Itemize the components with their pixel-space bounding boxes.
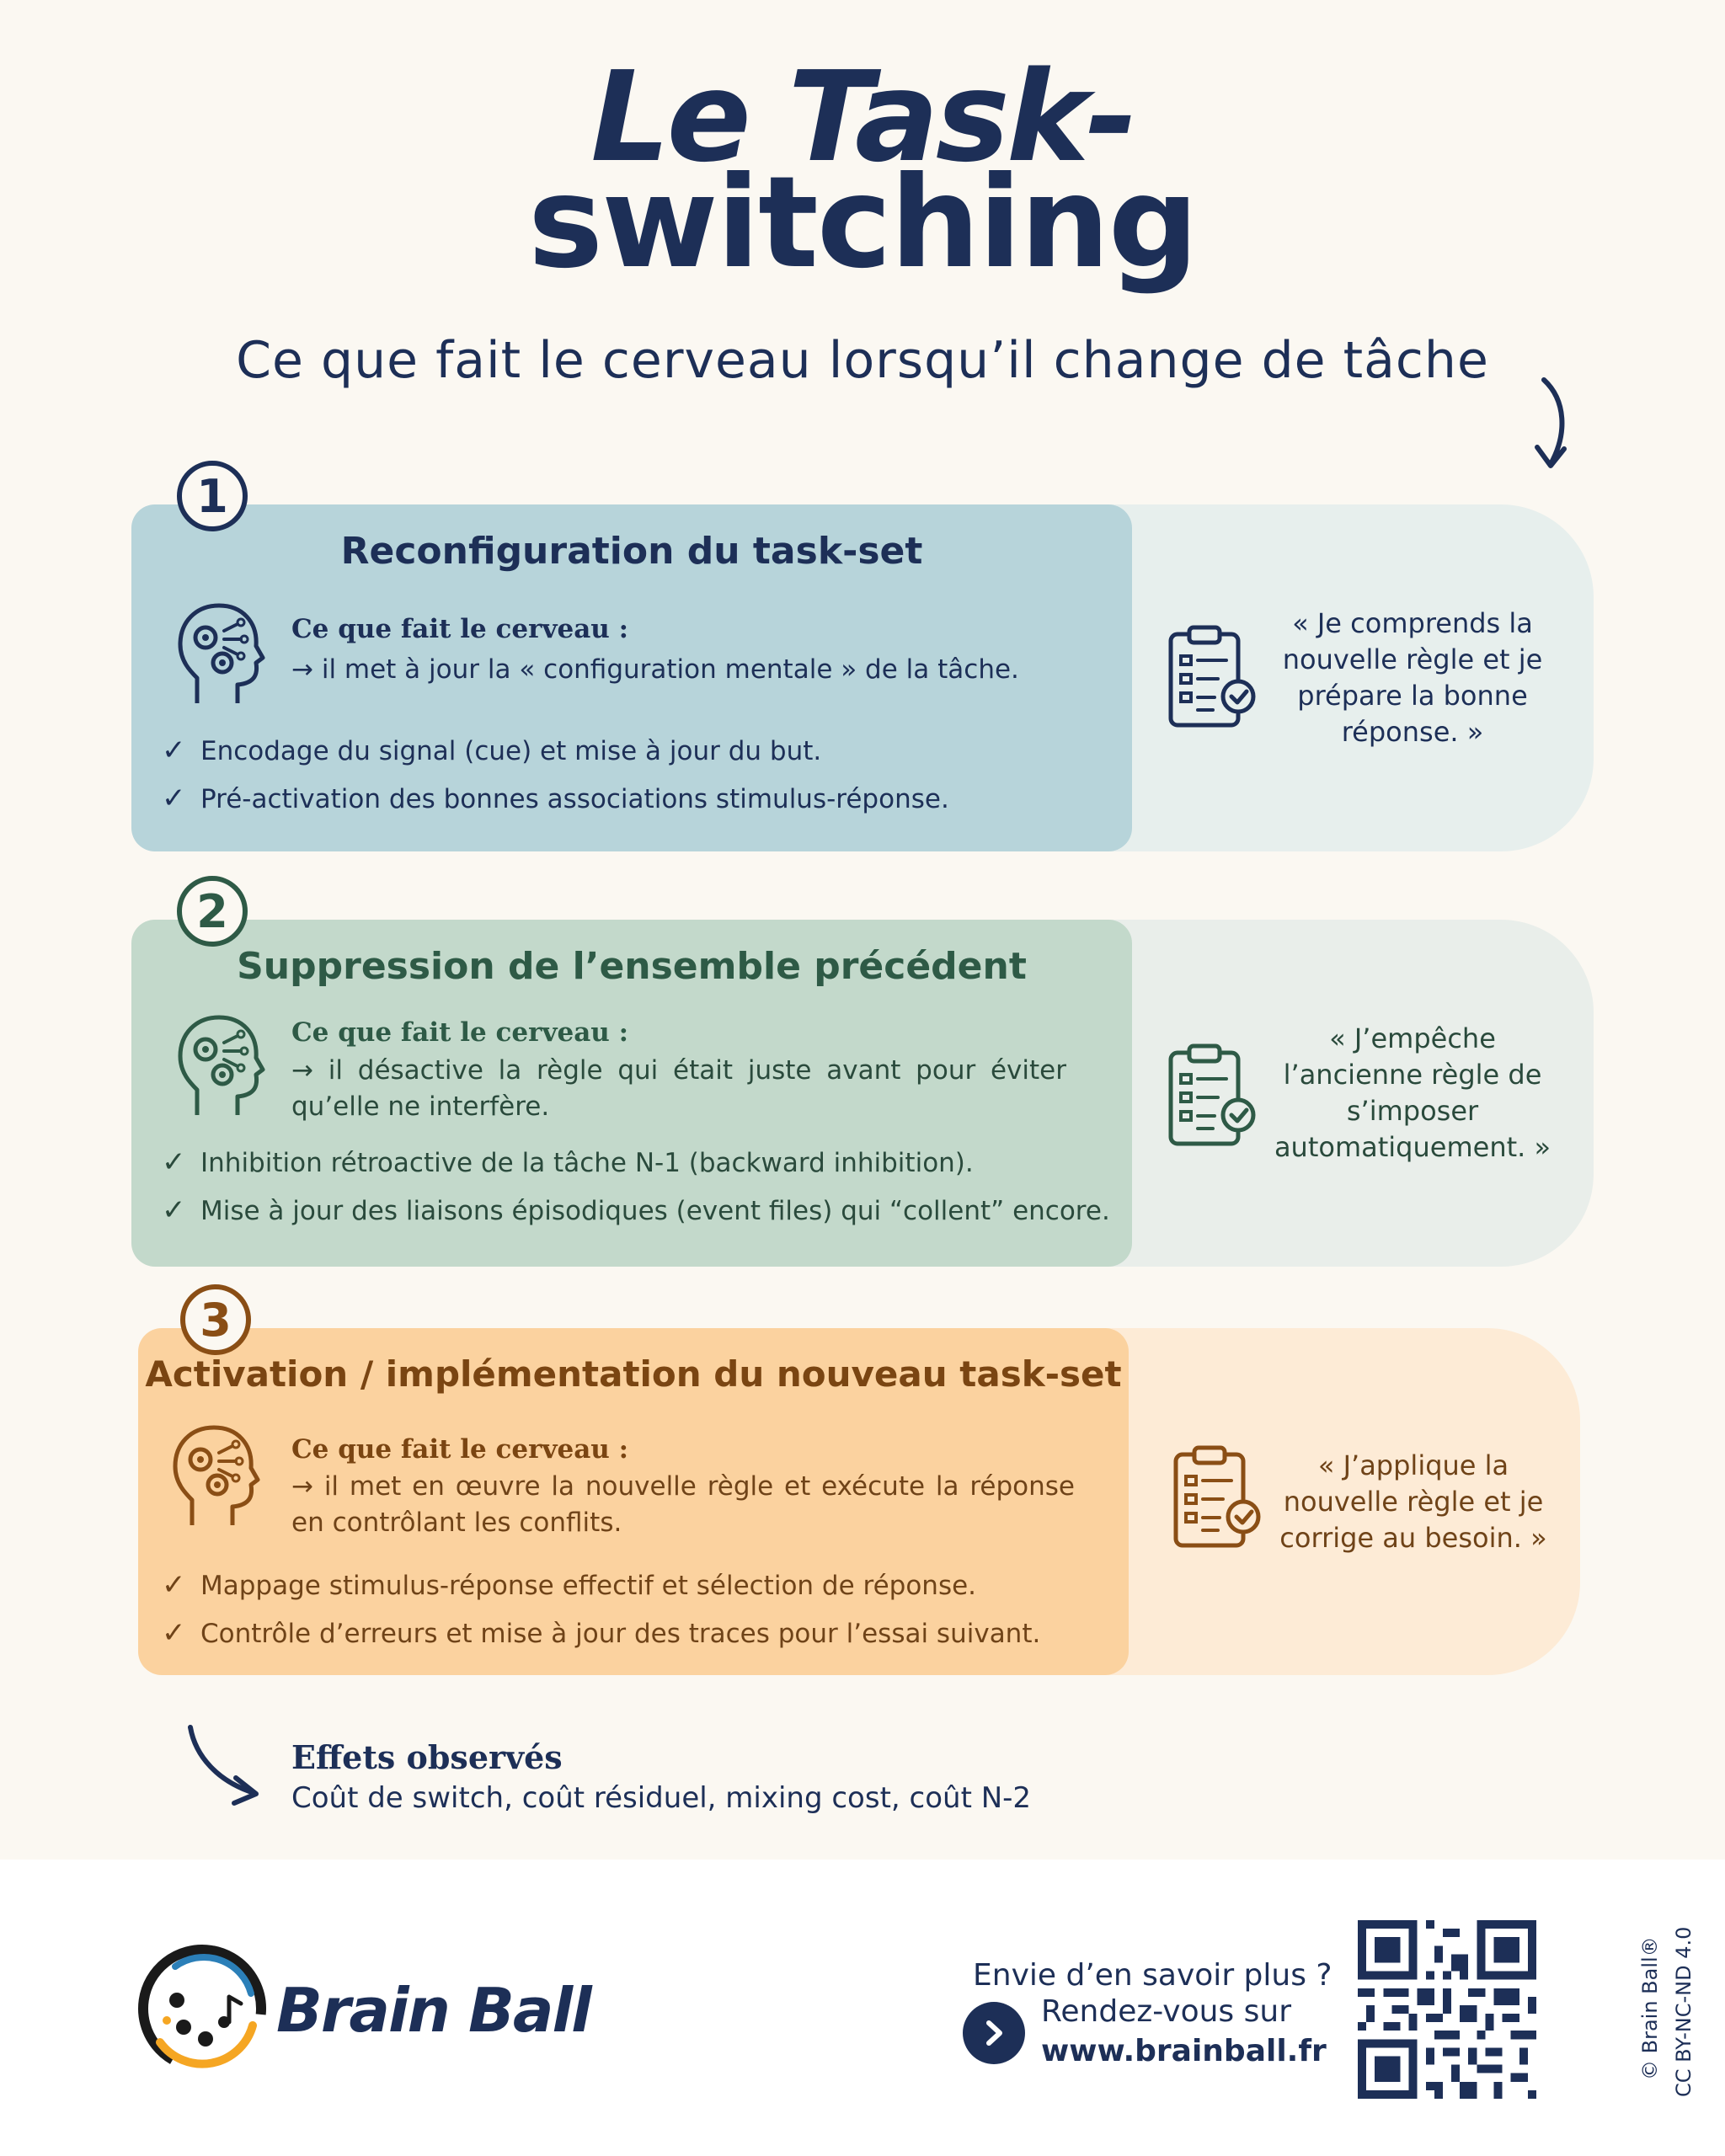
step-quote: « Je comprends la nouvelle règle et je prépare la bonne réponse. » xyxy=(1282,607,1543,748)
check-item: ✓ Inhibition rétroactive de la tâche N-1 (backward inhibition). xyxy=(162,1145,974,1179)
clipboard-check-icon xyxy=(1166,622,1260,732)
check-item: ✓ Encodage du signal (cue) et mise à jour du but. xyxy=(162,734,822,767)
role-label: Ce que fait le cerveau : xyxy=(291,1434,629,1465)
head-gears-icon xyxy=(175,1011,268,1120)
website-link[interactable]: www.brainball.fr xyxy=(1041,2034,1327,2068)
check-icon: ✓ xyxy=(162,1616,186,1650)
step-number-badge: 1 xyxy=(177,461,248,531)
step-quote: « J’applique la nouvelle règle et je corrige au besoin. » xyxy=(1279,1449,1547,1554)
check-icon: ✓ xyxy=(162,782,186,815)
role-label: Ce que fait le cerveau : xyxy=(291,1017,629,1048)
role-text: → il met en œuvre la nouvelle règle et exécute la réponse en contrôlant les conflits. xyxy=(291,1471,1075,1538)
step-number-badge: 2 xyxy=(177,876,248,947)
step-card-3 xyxy=(138,1293,1580,1675)
brain-ball-logo-icon xyxy=(135,1941,270,2076)
step-title: Suppression de l’ensemble précédent xyxy=(237,945,1027,988)
curved-arrow-icon xyxy=(1529,375,1579,476)
promo-line-1: Envie d’en savoir plus ? xyxy=(973,1958,1332,1993)
clipboard-check-icon xyxy=(1171,1443,1265,1552)
copyright: © Brain Ball® xyxy=(1638,1936,1662,2080)
go-button[interactable] xyxy=(963,2002,1025,2064)
license: CC BY-NC-ND 4.0 xyxy=(1672,1926,1696,2097)
subtitle: Ce que fait le cerveau lorsqu’il change de tâche xyxy=(236,331,1489,390)
role-text: → il désactive la règle qui était juste avant pour éviter qu’elle ne interfère. xyxy=(291,1055,1066,1122)
curved-arrow-icon xyxy=(184,1722,268,1806)
check-item: ✓ Mappage stimulus-réponse effectif et sélection de réponse. xyxy=(162,1568,977,1602)
effects-title: Effets observés xyxy=(291,1738,563,1776)
step-card-1 xyxy=(131,469,1594,851)
check-icon: ✓ xyxy=(162,1145,186,1179)
role-label: Ce que fait le cerveau : xyxy=(291,614,629,644)
brand-name: Brain Ball xyxy=(276,1975,590,2046)
check-icon: ✓ xyxy=(162,1193,186,1227)
step-title: Reconfiguration du task-set xyxy=(340,530,923,573)
step-title: Activation / implémentation du nouveau task-set xyxy=(145,1353,1122,1395)
clipboard-check-icon xyxy=(1166,1041,1260,1150)
head-gears-icon xyxy=(170,1421,263,1530)
check-icon: ✓ xyxy=(162,1568,186,1602)
check-item: ✓ Mise à jour des liaisons épisodiques (event files) qui “collent” encore. xyxy=(162,1193,1110,1227)
head-gears-icon xyxy=(175,599,268,708)
title-line-1: Le Task- xyxy=(590,45,1135,189)
check-item: ✓ Contrôle d’erreurs et mise à jour des traces pour l’essai suivant. xyxy=(162,1616,1041,1650)
chevron-right-icon xyxy=(977,2016,1011,2050)
step-quote: « J’empêche l’ancienne règle de s’imposer automatiquement. » xyxy=(1274,1022,1551,1163)
qr-code[interactable] xyxy=(1358,1920,1536,2099)
effects-text: Coût de switch, coût résiduel, mixing cost, coût N-2 xyxy=(291,1781,1032,1815)
title-line-2: switching xyxy=(527,150,1198,296)
step-card-2 xyxy=(131,884,1594,1267)
step-number-badge: 3 xyxy=(180,1284,251,1355)
promo-line-2: Rendez-vous sur xyxy=(1041,1994,1291,2029)
check-icon: ✓ xyxy=(162,734,186,767)
role-text: → il met à jour la « configuration mentale » de la tâche. xyxy=(291,654,1019,685)
check-item: ✓ Pré-activation des bonnes associations stimulus-réponse. xyxy=(162,782,949,815)
